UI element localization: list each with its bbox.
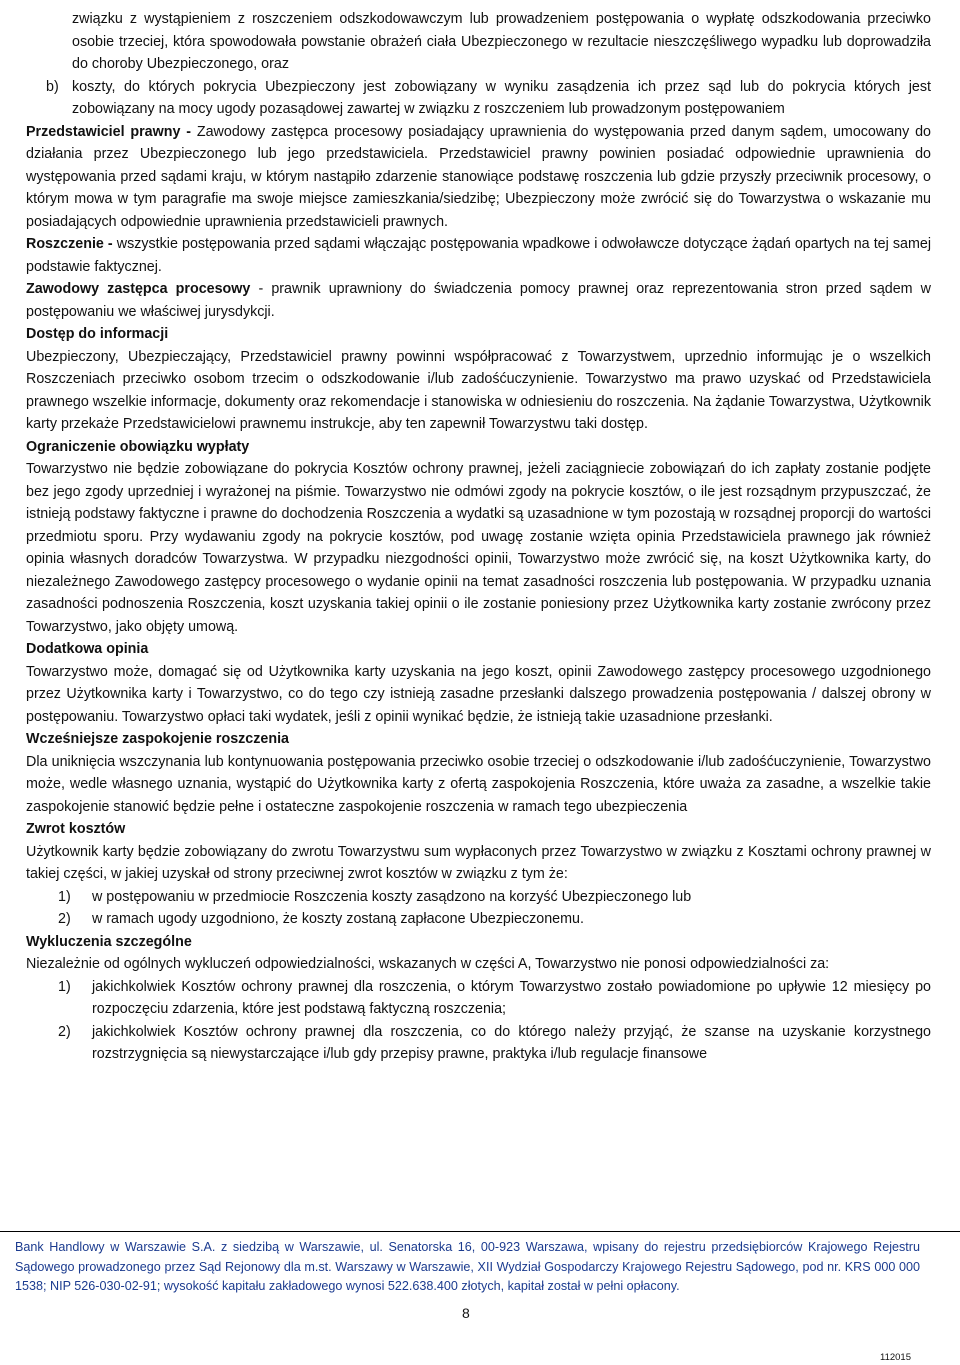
section-heading-zwrot: Zwrot kosztów — [26, 821, 126, 837]
section-heading-wykluczenia: Wykluczenia szczególne — [26, 933, 192, 950]
list-marker: b) — [46, 78, 59, 95]
list-item-a-continuation: związku z wystąpieniem z roszczeniem odszkodowawczym lub prowadzeniem postępowania o wypłatę odszkodowania przeciwko osobie trzeciej, która spowodowała powstanie obrażeń ciała Ubezpieczonego w rezultacie nieszczęśliwego wypadku lub doprowadziła do choroby Ubezpieczonego, oraz — [72, 11, 931, 72]
list-item — [26, 908, 931, 931]
list-marker: 1) — [58, 888, 71, 905]
section-heading-dodatkowa: Dodatkowa opinia — [26, 641, 149, 657]
list-item — [26, 886, 931, 909]
document-body — [26, 8, 931, 1066]
section-heading-ograniczenie: Ograniczenie obowiązku wypłaty — [26, 438, 250, 455]
definition-roszczenie — [26, 233, 931, 278]
definition-text: Zawodowy zastępca procesowy posiadający uprawnienia do występowania przed danym sądem, umocowany do działania przez Ubezpieczonego lub jego przedstawiciela. Przedstawiciel prawny powinien posiadać odpowiednie uprawnienia do występowania przed sądami kraju, w którym nastąpiło zdarzenie stanowiące podstawę roszczenia lub gdzie przyszły przeciwnik procesowy, o którym mowa w tym paragrafie ma swoje miejsce zamieszkania/siedzibę; Ubezpieczony może zwrócić się do Towarzystwa o wskazanie mu posiadających odpowiednie uprawnienia przedstawicieli prawnych. — [26, 123, 931, 230]
list-item-text: jakichkolwiek Kosztów ochrony prawnej dla roszczenia, co do którego należy przyjąć, że szanse na uzyskanie korzystnego rozstrzygnięcia są niewystarczające i/lub gdy przepisy prawne, praktyka i/lub regulacje finansowe — [92, 1023, 931, 1062]
list-marker: 2) — [58, 911, 71, 927]
section-text-wczesniejsze: Dla uniknięcia wszczynania lub kontynuowania postępowania przeciwko osobie trzeciej o odszkodowanie i/lub zadośćuczynienie, Towarzystwo może, wedle własnego uznania, wystąpić do Użytkownika karty z ofertą zaspokojenia Roszczenia, które uważa za zasadne, a wszelkie takie zaspokojenie stanowić będzie pełne i ostateczne zaspokojenie roszczenia w ramach tego ubezpieczenia — [26, 753, 931, 815]
list-item-text: jakichkolwiek Kosztów ochrony prawnej dla roszczenia, o którym Towarzystwo zostało powiadomione po upływie 12 miesięcy po rozpoczęciu zdarzenia, które jest podstawą faktyczną roszczenia; — [92, 978, 931, 1017]
section-text-zwrot: Użytkownik karty będzie zobowiązany do zwrotu Towarzystwu sum wypłaconych przez Towarzystwo w związku z Kosztami ochrony prawnej w takiej części, w jakiej uzyskał od strony przeciwnej zwrot kosztów w związku z tym że: — [26, 843, 931, 882]
definition-term: Przedstawiciel prawny - — [26, 123, 192, 140]
definition-przedstawiciel — [26, 121, 931, 234]
numbered-list-zwrot — [26, 886, 931, 931]
definition-text: - prawnik uprawniony do świadczenia pomocy prawnej oraz reprezentowania stron przed sądem w postępowaniu we właściwej jurysdykcji. — [26, 281, 932, 320]
section-heading-dostep: Dostęp do informacji — [26, 326, 169, 342]
list-item — [26, 976, 931, 1021]
footer-divider — [0, 1231, 960, 1232]
list-item-b — [26, 76, 931, 121]
list-marker: 2) — [58, 1023, 71, 1040]
numbered-list-wykluczenia — [26, 976, 931, 1066]
list-item-text: w ramach ugody uzgodniono, że koszty zostaną zapłacone Ubezpieczonemu. — [92, 911, 584, 927]
section-text-dostep: Ubezpieczony, Ubezpieczający, Przedstawiciel prawny powinni współpracować z Towarzystwem, uprzednio informując je o wszelkich Roszczeniach przeciwko osobom trzecim o odszkodowanie i/lub zadośćuczynienie. Towarzystwo ma prawo uzyskać od Przedstawiciela prawnego wszelkie informacje, dokumenty oraz rekomendacje i stanowiska w odniesieniu do roszczenia. Na żądanie Towarzystwa, Użytkownik karty przekaże Przedstawicielowi prawnemu instrukcje, aby ten zapewnił Towarzystwu taki dostęp. — [26, 348, 931, 432]
definition-zastepca — [26, 278, 931, 323]
page-number: 8 — [462, 1305, 470, 1321]
document-code: 112015 — [880, 1352, 911, 1363]
section-text-ograniczenie: Towarzystwo nie będzie zobowiązane do pokrycia Kosztów ochrony prawnej, jeżeli zaciągniecie zobowiązań do ich zapłaty zostanie podjęte bez jego zgody uprzedniej i wyrażonej na piśmie. Towarzystwo nie odmówi zgody na pokrycie kosztów, o ile jest rozsądnym przypuszczać, że istnieją podstawy faktyczne i prawne do dochodzenia Roszczenia a wydatki są uzasadnione w tym pozostają w rozsądnej proporcji do wartości przedmiotu sporu. Przy wydawaniu zgody na pokrycie kosztów, pod uwagę zostanie wzięta opinia Przedstawiciela prawnego jak również opinia własnych doradców Towarzystwa. W przypadku niezgodności opinii, Towarzystwo może zwrócić się, na koszt Użytkownika karty, do niezależnego Zawodowego zastępcy procesowego o wydanie opinii na temat zasadności roszczenia lub postępowania. W przypadku uznania zasadności podnoszenia Roszczenia, koszt uzyskania takiej opinii o ile zostanie poniesiony przez Użytkownika karty zostanie zwrócony przez Towarzystwo, jako objęty umową. — [26, 461, 931, 635]
list-item-text: w postępowaniu w przedmiocie Roszczenia koszty zasądzono na korzyść Ubezpieczonego lub — [92, 888, 692, 905]
list-item-text: koszty, do których pokrycia Ubezpieczony jest zobowiązany w wyniku zasądzenia ich przez sąd lub do pokrycia których jest zobowiązany na mocy ugody pozasądowej zawartej w związku z roszczeniem lub prowadzonym postępowaniem — [72, 78, 931, 117]
section-text-dodatkowa: Towarzystwo może, domagać się od Użytkownika karty uzyskania na jego koszt, opinii Zawodowego zastępcy procesowego uzgodnionego przez Użytkownika karty i Towarzystwo, co do tego czy istnieją zasadne przesłanki dalszego prowadzenia postępowania / dalszej obrony w postępowaniu. Towarzystwo opłaci taki wydatek, jeśli z opinii wynikać będzie, że istnieją takie uzasadnione przesłanki. — [26, 663, 931, 725]
section-text-wykluczenia: Niezależnie od ogólnych wykluczeń odpowiedzialności, wskazanych w części A, Towarzystwo nie ponosi odpowiedzialności za: — [26, 956, 830, 972]
list-marker: 1) — [58, 978, 71, 995]
list-item — [26, 1021, 931, 1066]
definition-term: Zawodowy zastępca procesowy — [26, 281, 251, 297]
definition-text: wszystkie postępowania przed sądami włączając postępowania wpadkowe i odwoławcze dotyczące żądań opartych na tej samej podstawie faktycznej. — [26, 236, 931, 275]
footer-bank-info: Bank Handlowy w Warszawie S.A. z siedzibą w Warszawie, ul. Senatorska 16, 00-923 Warszawa, wpisany do rejestru przedsiębiorców Krajowego Rejestru Sądowego prowadzonego przez Sąd Rejonowy dla m.st. Warszawy w Warszawie, XII Wydział Gospodarczy Krajowego Rejestru Sądowego, pod nr. KRS 000 000 1538; NIP 526-030-02-91; wysokość kapitału zakładowego wynosi 522.638.400 złotych, kapitał został w pełni opłacony. — [15, 1240, 920, 1293]
definition-term: Roszczenie - — [26, 236, 113, 252]
section-heading-wczesniejsze: Wcześniejsze zaspokojenie roszczenia — [26, 731, 290, 747]
